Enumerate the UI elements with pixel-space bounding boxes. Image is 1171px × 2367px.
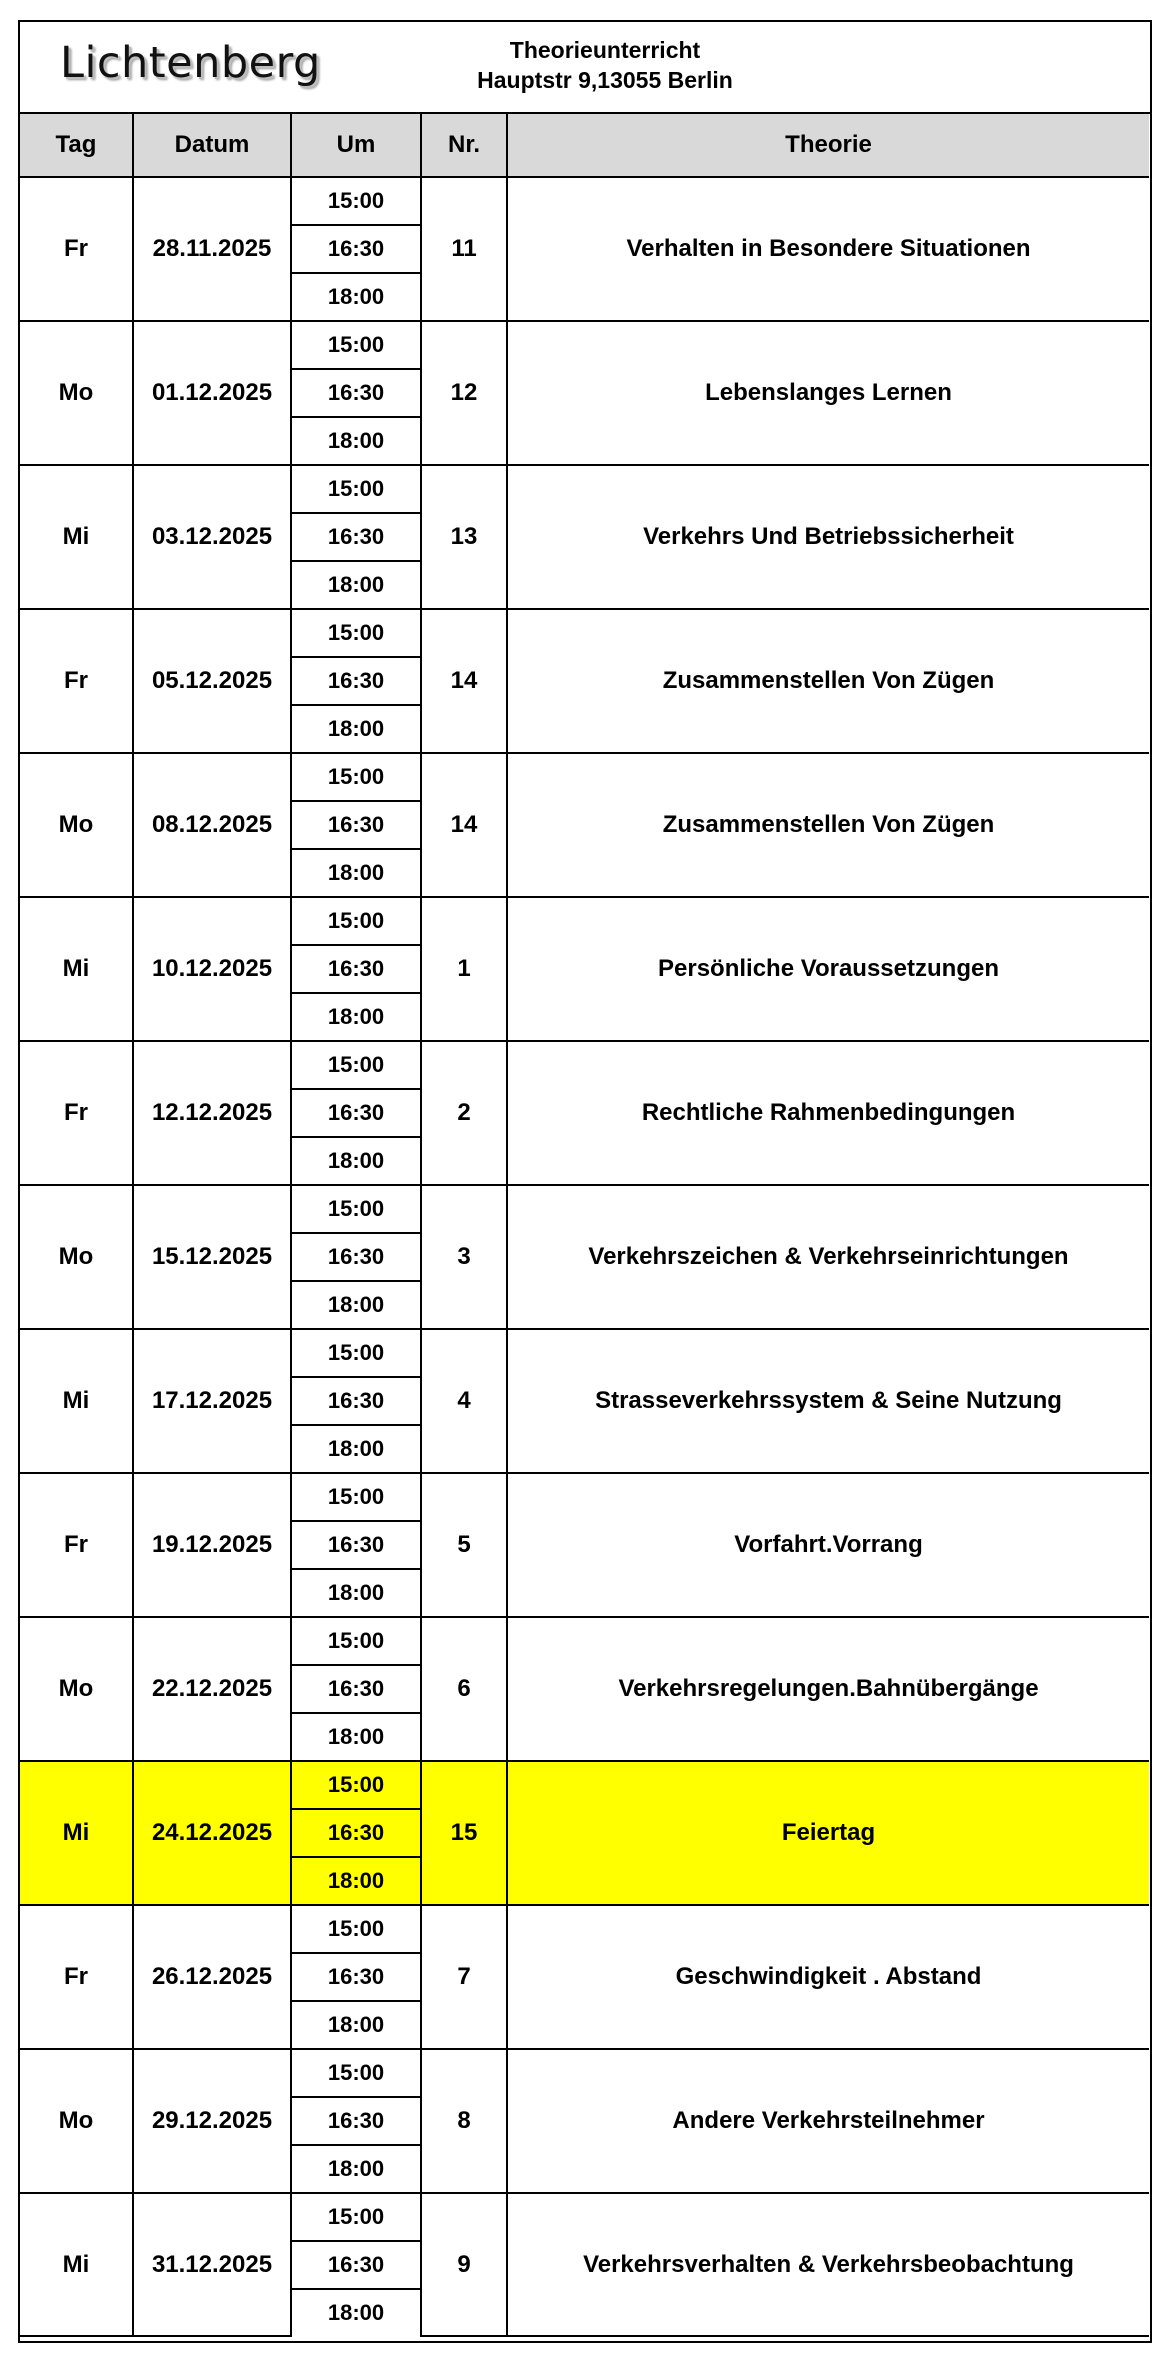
cell-time: 15:00: [291, 1905, 421, 1953]
table-row: [20, 177, 1149, 225]
document-title: Theorieunterricht: [509, 37, 701, 63]
cell-time: 16:30: [291, 1953, 421, 2001]
cell-nr: 6: [421, 1617, 507, 1761]
cell-nr: 14: [421, 753, 507, 897]
table-row: [20, 1761, 1149, 1809]
table-row: [20, 1617, 1149, 1665]
table-row: [20, 897, 1149, 945]
cell-tag: Mo: [20, 321, 133, 465]
cell-datum: 29.12.2025: [133, 2049, 291, 2193]
cell-datum: 10.12.2025: [133, 897, 291, 1041]
cell-datum: 05.12.2025: [133, 609, 291, 753]
cell-theorie: Vorfahrt.Vorrang: [507, 1473, 1149, 1617]
table-row: [20, 1041, 1149, 1089]
cell-nr: 7: [421, 1905, 507, 2049]
cell-time: 16:30: [291, 1809, 421, 1857]
column-header-theorie: Theorie: [507, 113, 1149, 177]
cell-nr: 15: [421, 1761, 507, 1905]
cell-datum: 08.12.2025: [133, 753, 291, 897]
cell-time: 18:00: [291, 561, 421, 609]
cell-time: 18:00: [291, 1713, 421, 1761]
table-row: [20, 1329, 1149, 1377]
cell-tag: Fr: [20, 177, 133, 321]
cell-theorie: Strasseverkehrssystem & Seine Nutzung: [507, 1329, 1149, 1473]
cell-theorie: Verkehrsregelungen.Bahnübergänge: [507, 1617, 1149, 1761]
cell-nr: 14: [421, 609, 507, 753]
cell-theorie: Verkehrszeichen & Verkehrseinrichtungen: [507, 1185, 1149, 1329]
table-row: [20, 1185, 1149, 1233]
cell-time: 15:00: [291, 2193, 421, 2241]
column-header-datum: Datum: [133, 113, 291, 177]
cell-time: 16:30: [291, 1665, 421, 1713]
cell-time: 15:00: [291, 1617, 421, 1665]
cell-nr: 8: [421, 2049, 507, 2193]
cell-theorie: Verkehrs Und Betriebssicherheit: [507, 465, 1149, 609]
cell-time: 15:00: [291, 609, 421, 657]
cell-tag: Mi: [20, 1329, 133, 1473]
cell-time: 15:00: [291, 321, 421, 369]
cell-datum: 01.12.2025: [133, 321, 291, 465]
cell-theorie: Andere Verkehrsteilnehmer: [507, 2049, 1149, 2193]
cell-tag: Mo: [20, 2049, 133, 2193]
cell-time: 16:30: [291, 513, 421, 561]
cell-time: 18:00: [291, 705, 421, 753]
cell-time: 16:30: [291, 2241, 421, 2289]
column-header-tag: Tag: [20, 113, 133, 177]
cell-time: 15:00: [291, 1473, 421, 1521]
cell-nr: 13: [421, 465, 507, 609]
cell-tag: Mo: [20, 1617, 133, 1761]
cell-time: 15:00: [291, 1185, 421, 1233]
cell-time: 15:00: [291, 1329, 421, 1377]
cell-theorie: Geschwindigkeit . Abstand: [507, 1905, 1149, 2049]
document-header: [20, 22, 1150, 114]
cell-nr: 5: [421, 1473, 507, 1617]
cell-tag: Fr: [20, 1473, 133, 1617]
cell-datum: 15.12.2025: [133, 1185, 291, 1329]
cell-nr: 11: [421, 177, 507, 321]
cell-nr: 12: [421, 321, 507, 465]
cell-tag: Fr: [20, 1905, 133, 2049]
column-header-um: Um: [291, 113, 421, 177]
cell-time: 16:30: [291, 801, 421, 849]
cell-time: 16:30: [291, 225, 421, 273]
cell-nr: 9: [421, 2193, 507, 2336]
cell-theorie: Zusammenstellen Von Zügen: [507, 753, 1149, 897]
cell-theorie: Verhalten in Besondere Situationen: [507, 177, 1149, 321]
cell-time: 16:30: [291, 945, 421, 993]
cell-datum: 03.12.2025: [133, 465, 291, 609]
cell-time: 15:00: [291, 897, 421, 945]
table-row: [20, 1905, 1149, 1953]
cell-datum: 19.12.2025: [133, 1473, 291, 1617]
cell-datum: 24.12.2025: [133, 1761, 291, 1905]
cell-time: 16:30: [291, 369, 421, 417]
schedule-sheet: [18, 20, 1152, 2343]
cell-tag: Fr: [20, 609, 133, 753]
cell-nr: 1: [421, 897, 507, 1041]
cell-time: 18:00: [291, 2001, 421, 2049]
cell-time: 18:00: [291, 273, 421, 321]
cell-tag: Fr: [20, 1041, 133, 1185]
cell-nr: 4: [421, 1329, 507, 1473]
cell-time: 18:00: [291, 2145, 421, 2193]
schedule-table: [20, 112, 1149, 2337]
cell-theorie: Persönliche Voraussetzungen: [507, 897, 1149, 1041]
document-address: Hauptstr 9,13055 Berlin: [477, 67, 733, 93]
cell-tag: Mi: [20, 1761, 133, 1905]
cell-time: 16:30: [291, 1521, 421, 1569]
table-row: [20, 2193, 1149, 2241]
cell-time: 16:30: [291, 1089, 421, 1137]
cell-time: 18:00: [291, 1137, 421, 1185]
cell-datum: 28.11.2025: [133, 177, 291, 321]
brand-logo-text: Lichtenberg: [60, 38, 321, 88]
cell-datum: 22.12.2025: [133, 1617, 291, 1761]
cell-datum: 17.12.2025: [133, 1329, 291, 1473]
cell-time: 15:00: [291, 1761, 421, 1809]
table-row: [20, 321, 1149, 369]
cell-time: 18:00: [291, 1425, 421, 1473]
cell-theorie: Lebenslanges Lernen: [507, 321, 1149, 465]
cell-nr: 3: [421, 1185, 507, 1329]
cell-time: 18:00: [291, 849, 421, 897]
cell-theorie: Verkehrsverhalten & Verkehrsbeobachtung: [507, 2193, 1149, 2336]
cell-tag: Mi: [20, 897, 133, 1041]
table-row: [20, 1473, 1149, 1521]
cell-theorie: Feiertag: [507, 1761, 1149, 1905]
table-row: [20, 2049, 1149, 2097]
column-header-nr: Nr.: [421, 113, 507, 177]
cell-tag: Mo: [20, 753, 133, 897]
cell-datum: 12.12.2025: [133, 1041, 291, 1185]
table-row: [20, 753, 1149, 801]
cell-time: 15:00: [291, 2049, 421, 2097]
cell-nr: 2: [421, 1041, 507, 1185]
cell-time: 15:00: [291, 177, 421, 225]
cell-tag: Mo: [20, 1185, 133, 1329]
cell-time: 15:00: [291, 1041, 421, 1089]
cell-time: 15:00: [291, 753, 421, 801]
table-header-row: [20, 113, 1149, 177]
table-row: [20, 465, 1149, 513]
cell-tag: Mi: [20, 2193, 133, 2336]
cell-datum: 26.12.2025: [133, 1905, 291, 2049]
cell-theorie: Zusammenstellen Von Zügen: [507, 609, 1149, 753]
cell-time: 16:30: [291, 657, 421, 705]
cell-time: 16:30: [291, 2097, 421, 2145]
cell-time: 18:00: [291, 2289, 421, 2336]
cell-theorie: Rechtliche Rahmenbedingungen: [507, 1041, 1149, 1185]
cell-time: 18:00: [291, 1281, 421, 1329]
cell-time: 15:00: [291, 465, 421, 513]
cell-time: 16:30: [291, 1233, 421, 1281]
cell-time: 16:30: [291, 1377, 421, 1425]
cell-time: 18:00: [291, 1857, 421, 1905]
table-row: [20, 609, 1149, 657]
cell-time: 18:00: [291, 993, 421, 1041]
cell-time: 18:00: [291, 1569, 421, 1617]
cell-tag: Mi: [20, 465, 133, 609]
cell-time: 18:00: [291, 417, 421, 465]
cell-datum: 31.12.2025: [133, 2193, 291, 2336]
